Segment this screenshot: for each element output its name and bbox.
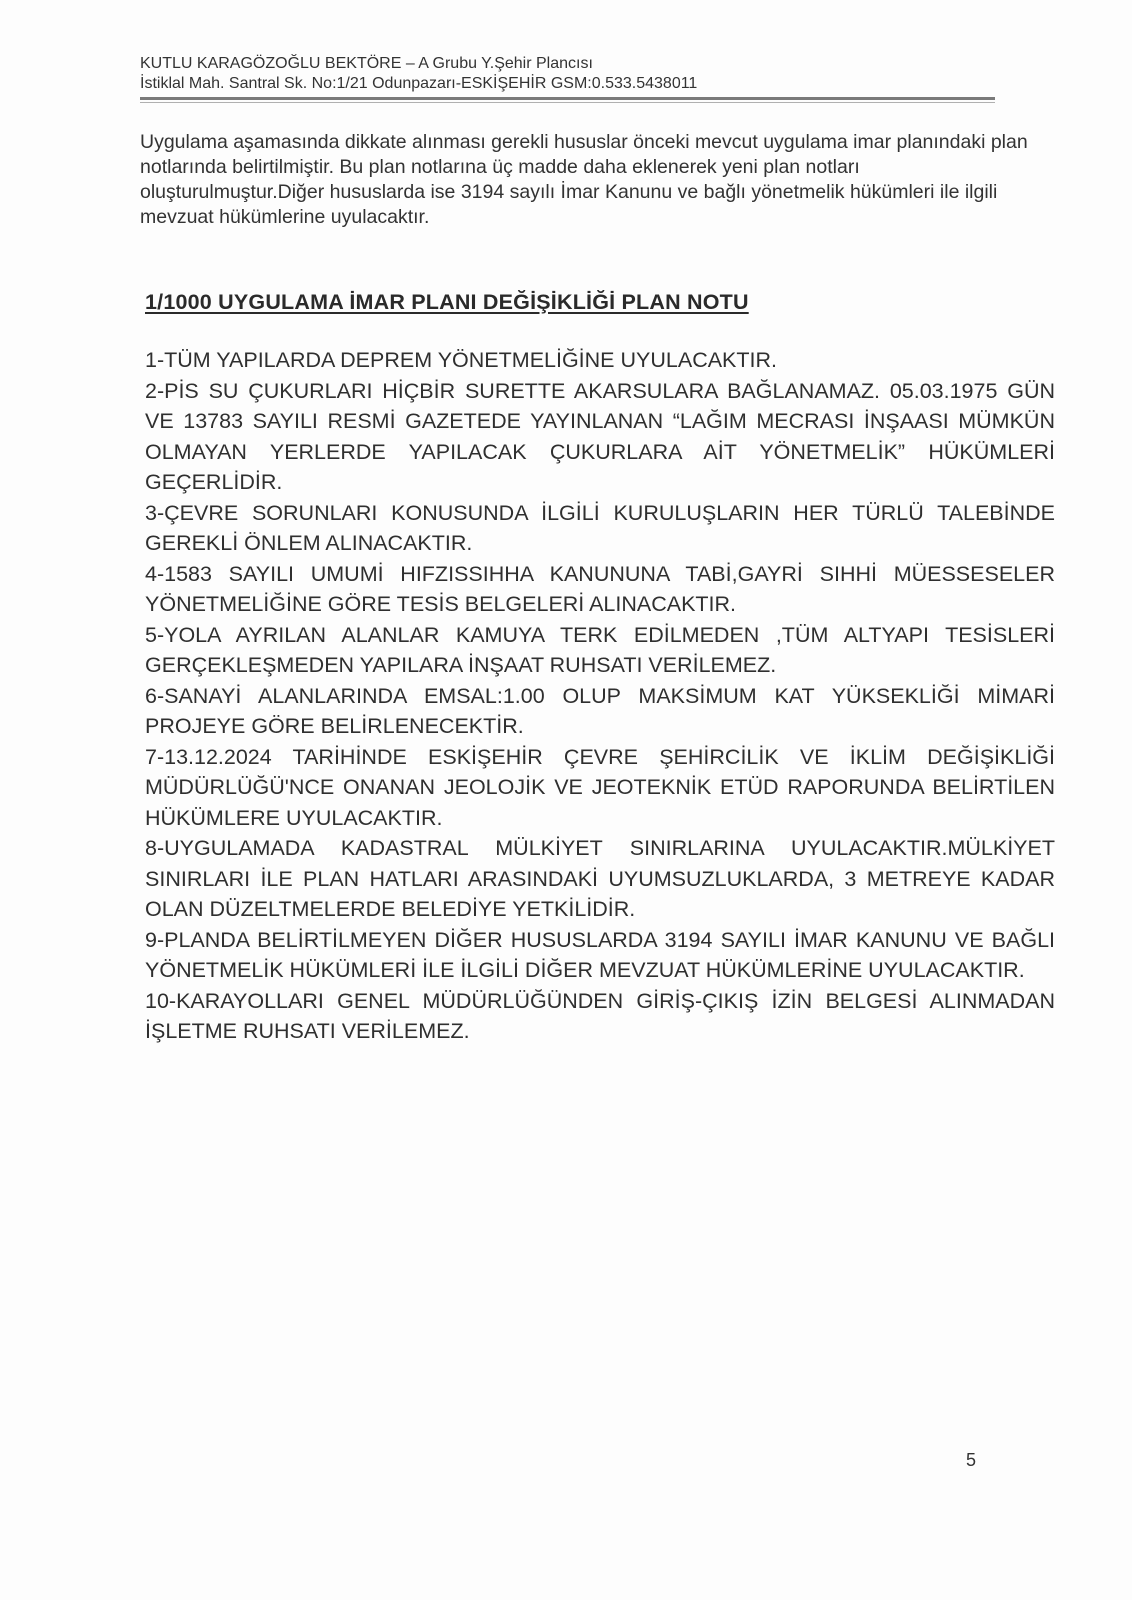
plan-notes-list [145, 345, 1055, 1047]
plan-note-10: 10-KARAYOLLARI GENEL MÜDÜRLÜĞÜNDEN GİRİŞ-ÇIKIŞ İZİN BELGESİ ALINMADAN İŞLETME RUHSATI VERİLEMEZ. [145, 988, 1055, 1043]
plan-note-2: 2-PİS SU ÇUKURLARI HİÇBİR SURETTE AKARSULARA BAĞLANAMAZ. 05.03.1975 GÜN VE 13783 SAYILI RESMİ GAZETEDE YAYINLANAN “LAĞIM MECRASI İNŞAASI MÜMKÜN OLMAYAN YERLERDE YAPILACAK ÇUKURLARA AİT YÖNETMELİK” HÜKÜMLERİ GEÇERLİDİR. [145, 378, 1055, 494]
letterhead-divider [140, 97, 995, 100]
plan-note-3: 3-ÇEVRE SORUNLARI KONUSUNDA İLGİLİ KURULUŞLARIN HER TÜRLÜ TALEBİNDE GEREKLİ ÖNLEM ALINACAKTIR. [145, 500, 1055, 555]
letterhead-name-line: KUTLU KARAGÖZOĞLU BEKTÖRE – A Grubu Y.Şehir Plancısı [140, 55, 593, 72]
plan-note-7: 7-13.12.2024 TARİHİNDE ESKİŞEHİR ÇEVRE ŞEHİRCİLİK VE İKLİM DEĞİŞİKLİĞİ MÜDÜRLÜĞÜ'NCE ONANAN JEOLOJİK VE JEOTEKNİK ETÜD RAPORUNDA BELİRTİLEN HÜKÜMLERE UYULACAKTIR. [145, 744, 1055, 830]
letterhead [140, 54, 990, 94]
plan-note-6: 6-SANAYİ ALANLARINDA EMSAL:1.00 OLUP MAKSİMUM KAT YÜKSEKLİĞİ MİMARİ PROJEYE GÖRE BELİRLENECEKTİR. [145, 683, 1055, 738]
letterhead-divider-thin [140, 102, 995, 103]
page-number: 5 [966, 1450, 977, 1470]
plan-note-8: 8-UYGULAMADA KADASTRAL MÜLKİYET SINIRLARINA UYULACAKTIR.MÜLKİYET SINIRLARI İLE PLAN HATLARI ARASINDAKİ UYUMSUZLUKLARDA, 3 METREYE KADAR OLAN DÜZELTMELERDE BELEDİYE YETKİLİDİR. [145, 836, 1055, 921]
plan-note-4: 4-1583 SAYILI UMUMİ HIFZISSIHHA KANUNUNA TABİ,GAYRİ SIHHİ MÜESSESELER YÖNETMELİĞİNE GÖRE TESİS BELGELERİ ALINACAKTIR. [145, 561, 1055, 616]
plan-note-9: 9-PLANDA BELİRTİLMEYEN DİĞER HUSUSLARDA 3194 SAYILI İMAR KANUNU VE BAĞLI YÖNETMELİK HÜKÜMLERİ İLE İLGİLİ DİĞER MEVZUAT HÜKÜMLERİNE UYULACAKTIR. [145, 927, 1055, 982]
letterhead-address-line: İstiklal Mah. Santral Sk. No:1/21 Odunpazarı-ESKİŞEHİR GSM:0.533.5438011 [140, 75, 698, 92]
section-title: 1/1000 UYGULAMA İMAR PLANI DEĞİŞİKLİĞİ PLAN NOTU [145, 290, 749, 314]
intro-paragraph: Uygulama aşamasında dikkate alınması gerekli hususlar önceki mevcut uygulama imar planındaki plan notlarında belirtilmiştir. Bu plan notlarına üç madde daha eklenerek yeni plan notları oluşturulmuştur.Diğer hususlarda ise 3194 sayılı İmar Kanunu ve bağlı yönetmelik hükümleri ile ilgili mevzuat hükümlerine uyulacaktır. [140, 131, 1028, 228]
plan-note-5: 5-YOLA AYRILAN ALANLAR KAMUYA TERK EDİLMEDEN ,TÜM ALTYAPI TESİSLERİ GERÇEKLEŞMEDEN YAPILARA İNŞAAT RUHSATI VERİLEMEZ. [145, 622, 1055, 677]
plan-note-1: 1-TÜM YAPILARDA DEPREM YÖNETMELİĞİNE UYULACAKTIR. [145, 348, 778, 372]
